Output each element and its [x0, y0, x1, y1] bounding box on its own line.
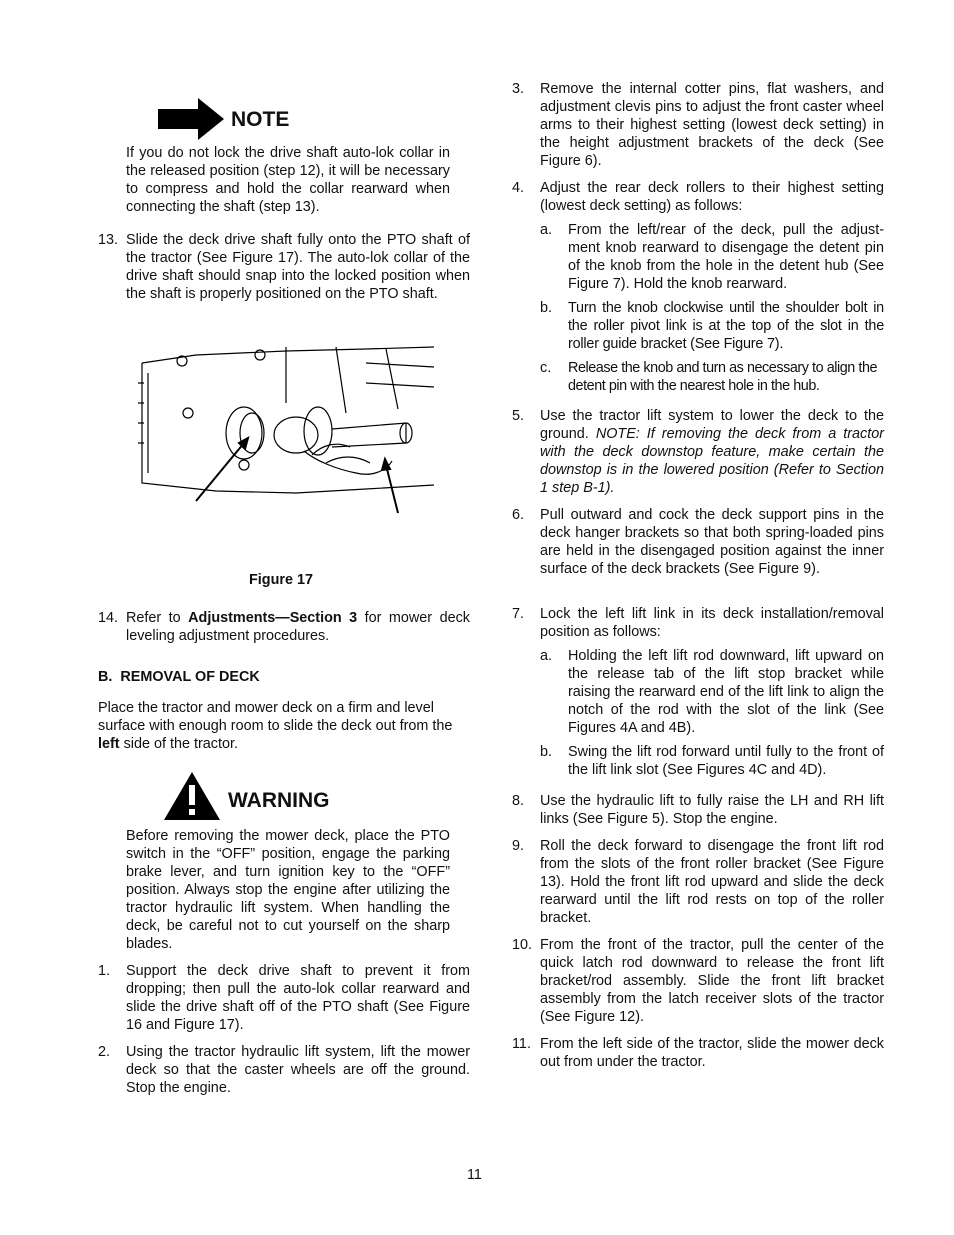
step-number: 5. — [512, 408, 525, 424]
step-text: From the left side of the tractor, slide the mower deck out from under the tractor. — [540, 1036, 884, 1070]
text-part: for mower deck leveling adjustment procedures. — [126, 610, 470, 644]
step-number: 11. — [512, 1036, 531, 1052]
step-number: 6. — [512, 507, 525, 523]
warning-text: Before removing the mower deck, place the PTO switch in the “OFF” position, engage the parking brake lever, and turn ignition key to the “OFF” position. Always stop the engine after utilizing the tractor hydraulic lift system. When handling the deck, be careful not to cut yourself on the sharp blades. — [126, 828, 450, 952]
substep-text: Swing the lift rod forward until fully to the front of the lift link slot (See Figures 4C and 4D). — [568, 744, 884, 778]
step-text: Pull outward and cock the deck support pins in the deck hanger brackets so that both spring-loaded pins are held in the disengaged position against the inner surface of the deck brackets (See Figure 9). — [540, 507, 884, 577]
step-number: 14. — [98, 610, 119, 626]
note-text: If you do not lock the drive shaft auto-lok collar in the released position (step 12), it will be necessary to compress and hold the collar rearward when connecting the shaft (step 13). — [126, 145, 450, 215]
step-number: 3. — [512, 81, 525, 97]
figure-17-caption: Figure 17 — [249, 572, 313, 588]
step-number: 1. — [98, 963, 111, 979]
step-text: Slide the deck drive shaft fully onto the PTO shaft of the tractor (See Figure 17). The auto-lok collar of the drive shaft should snap into the locked position when the shaft is properly positioned on the PTO shaft. — [126, 232, 470, 302]
text-part: Use the tractor lift system to lower the deck to the ground. — [540, 408, 884, 442]
intro-paragraph — [98, 699, 470, 753]
step-number: 13. — [98, 232, 119, 248]
removal-step-2 — [98, 1043, 470, 1097]
substep-text: Release the knob and turn as necessary to align the detent pin with the nearest hole in the hub. — [568, 360, 878, 394]
step-number: 4. — [512, 180, 525, 196]
step-number: 10. — [512, 937, 533, 953]
text-part: side of the tractor. — [119, 736, 238, 752]
step-text: Use the hydraulic lift to fully raise the LH and RH lift links (See Figure 5). Stop the engine. — [540, 793, 884, 827]
step-text — [126, 609, 470, 645]
italic-note: NOTE: If removing the deck from a tractor with the deck downstop feature, make certain the downstop is in the lowered position (Refer to Section 1 step B-1). — [540, 426, 884, 496]
arrow-icon — [158, 98, 224, 140]
warning-title: WARNING — [228, 789, 330, 812]
substep-letter: a. — [540, 648, 553, 664]
removal-step-1 — [98, 962, 470, 1034]
text-part: Place the tractor and mower deck on a firm and level surface with enough room to slide the deck out from the — [98, 700, 453, 734]
figure-17-illustration — [136, 343, 436, 515]
page-number: 11 — [467, 1167, 482, 1183]
step-text: Support the deck drive shaft to prevent it from dropping; then pull the auto-lok collar rearward and slide the drive shaft off of the PTO shaft (See Figure 16 and Figure 17). — [126, 963, 470, 1033]
step-text — [540, 407, 884, 497]
substep-letter: b. — [540, 744, 553, 760]
text-part: Refer to — [126, 610, 189, 626]
step-number: 8. — [512, 793, 525, 809]
substep-text: Holding the left lift rod downward, lift upward on the release tab of the lift stop bracket while raising the rearward end of the lift link to align the notch of the rod with the slot of the link (See Figures 4A and 4B). — [568, 648, 884, 736]
step-text: Roll the deck forward to disengage the front lift rod from the slots of the front roller bracket (See Figure 13). Hold the front lift rod upward and slide the deck rearward until the lift rod rests on top of the roller bracket. — [540, 838, 884, 926]
substep-letter: a. — [540, 222, 553, 238]
step-14 — [98, 609, 470, 649]
step-text: From the front of the tractor, pull the center of the quick latch rod downward to release the front lift bracket/rod assembly. Slide the front lift bracket assembly from the latch receiver slots of the tractor (See Figure 12). — [540, 937, 884, 1025]
substep-letter: b. — [540, 300, 553, 316]
step-text: Adjust the rear deck rollers to their highest setting (lowest deck setting) as follows: — [540, 180, 884, 214]
step-number: 7. — [512, 606, 525, 622]
substep-text: From the left/rear of the deck, pull the adjust-ment knob rearward to disengage the detent pin of the knob from the hole in the detent hub (See Figure 7). Hold the knob rearward. — [568, 222, 884, 292]
section-reference: Adjustments—Section 3 — [188, 610, 358, 626]
substep-letter: c. — [540, 360, 552, 376]
note-title: NOTE — [231, 108, 290, 131]
section-b-heading: B. REMOVAL OF DECK — [98, 669, 260, 685]
step-text: Lock the left lift link in its deck installation/removal position as follows: — [540, 606, 884, 640]
substep-text: Turn the knob clockwise until the shoulder bolt in the roller pivot link is at the top of the slot in the roller guide bracket (See Figure 7). — [568, 300, 884, 352]
emphasis: left — [98, 736, 120, 752]
warning-triangle-icon — [164, 772, 220, 820]
step-13 — [98, 231, 470, 321]
step-number: 9. — [512, 838, 525, 854]
step-text: Using the tractor hydraulic lift system, lift the mower deck so that the caster wheels are off the ground. Stop the engine. — [126, 1044, 470, 1096]
step-number: 2. — [98, 1044, 111, 1060]
step-text: Remove the internal cotter pins, flat washers, and adjustment clevis pins to adjust the front caster wheel arms to their highest setting (lowest deck setting) in the height adjustment brackets of the deck (See Figure 6). — [540, 81, 884, 169]
